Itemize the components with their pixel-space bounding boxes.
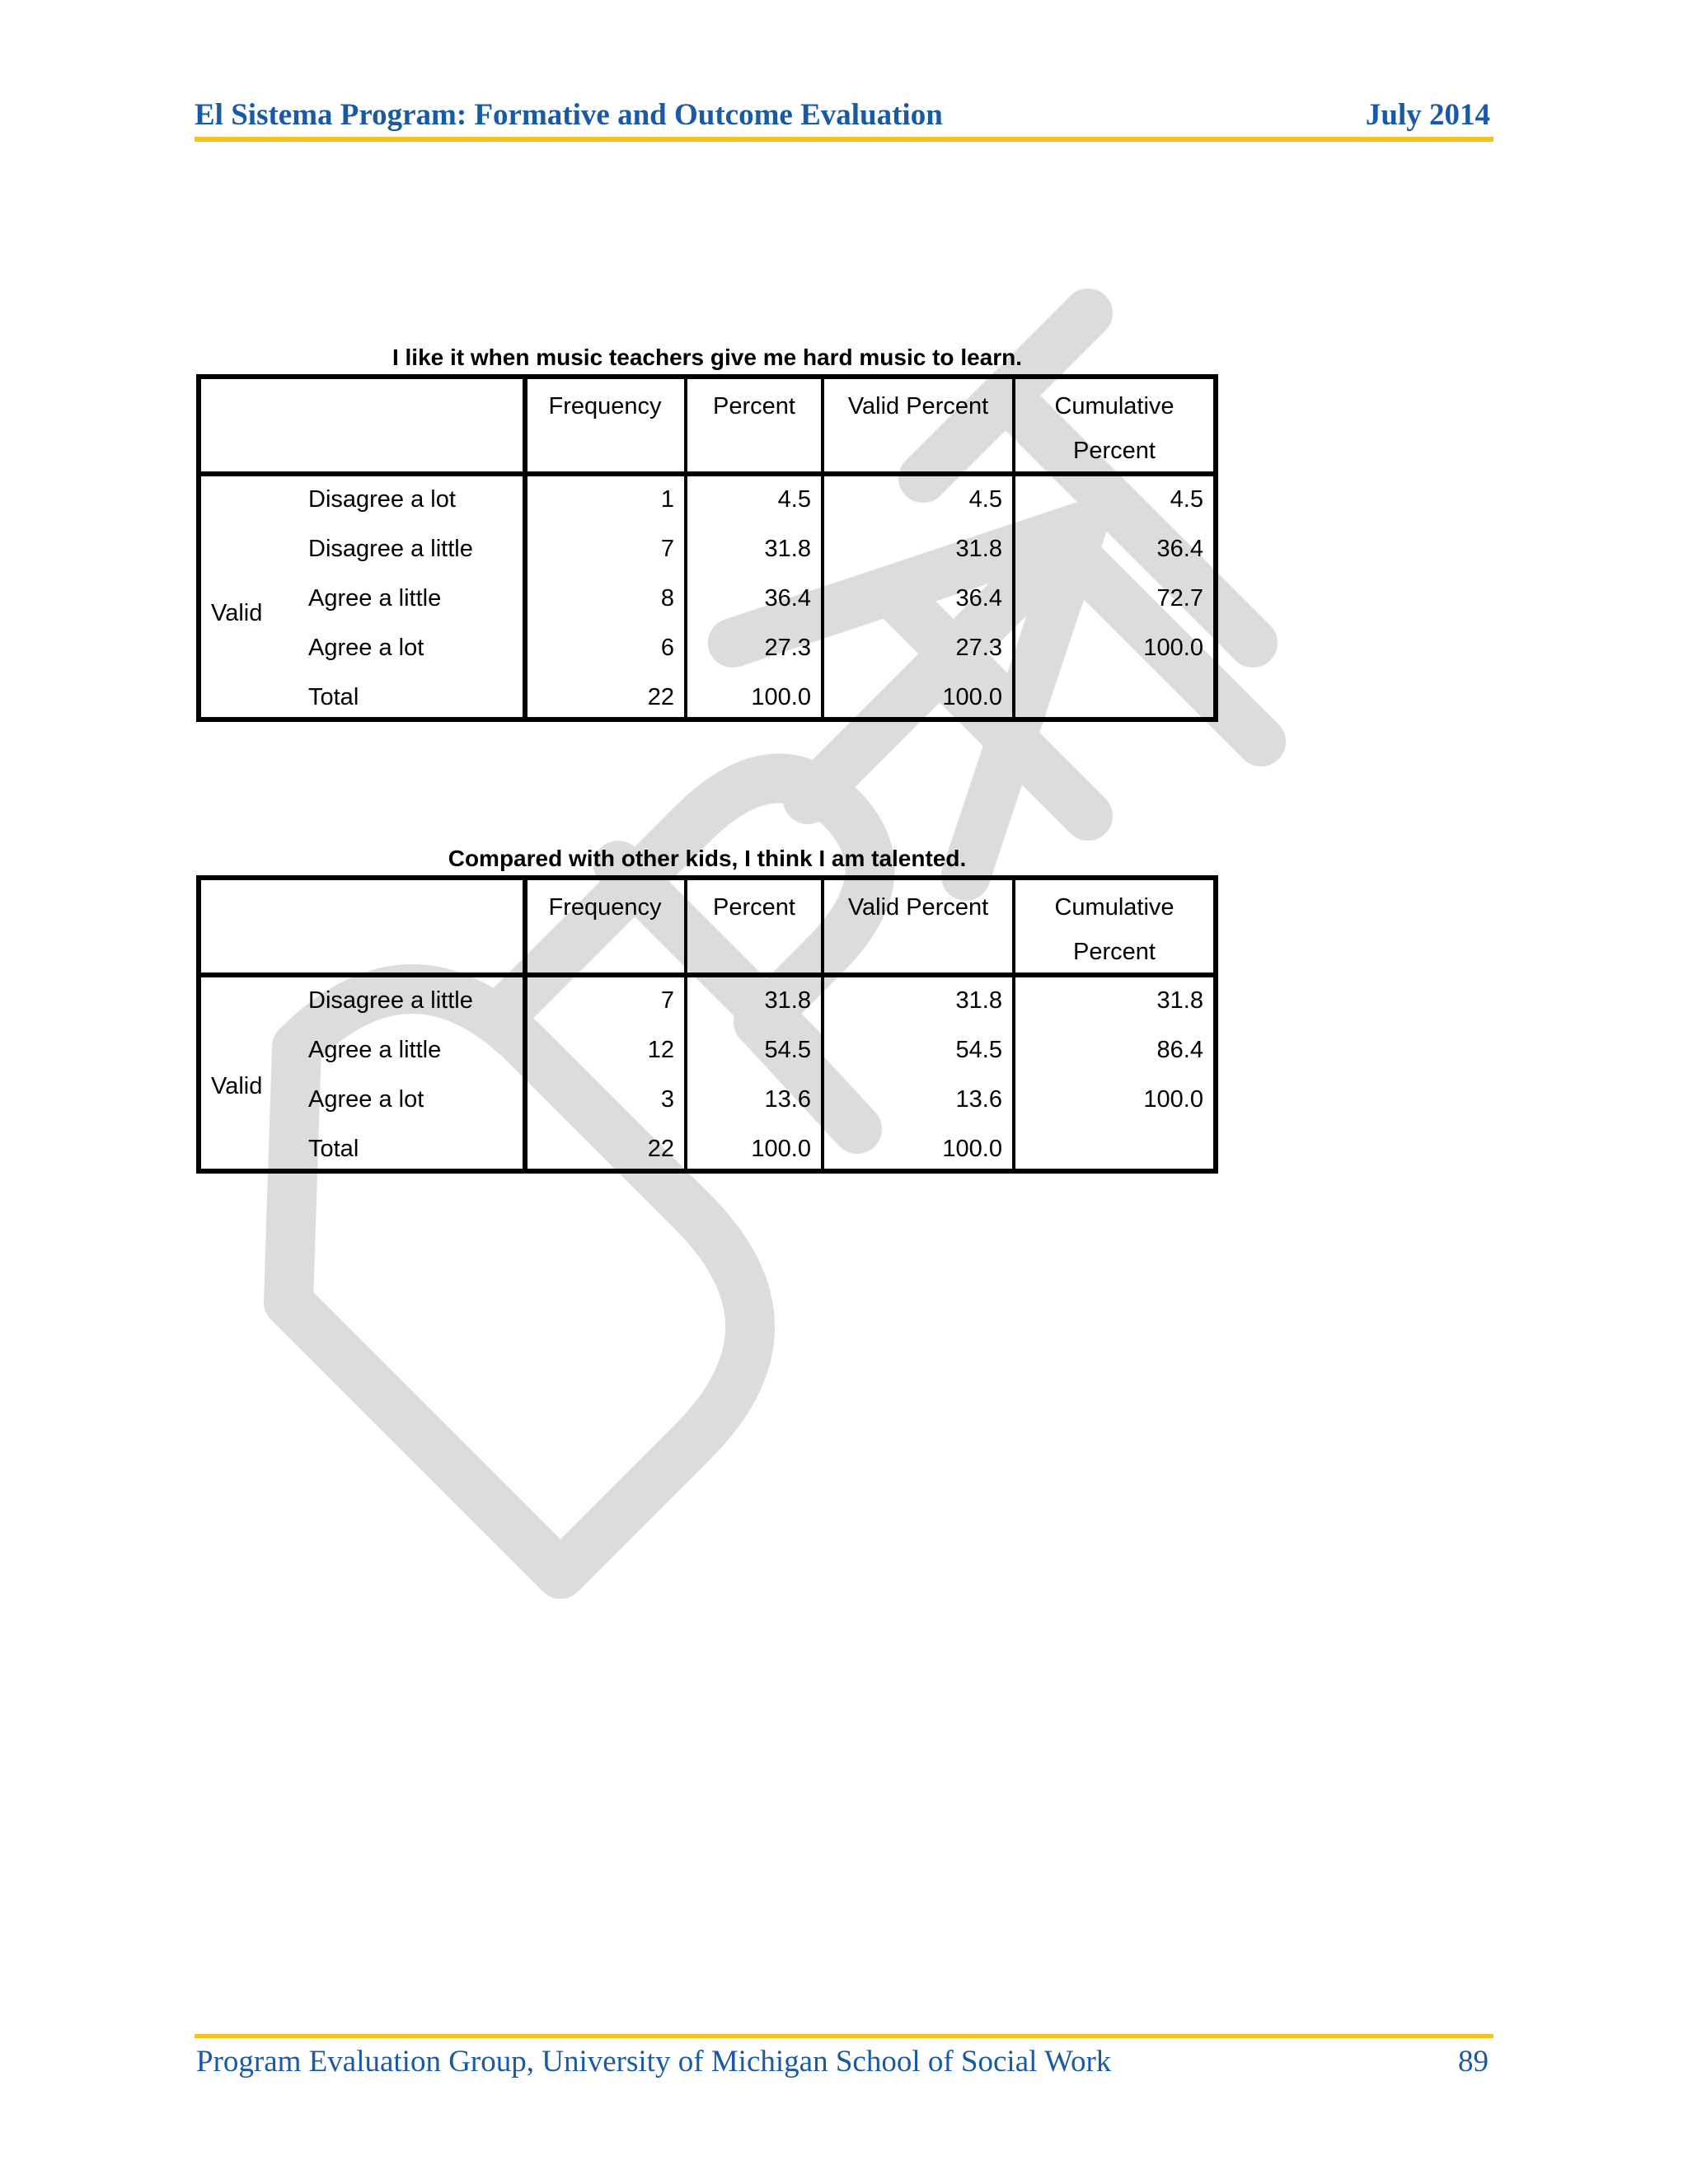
cell-frequency: 22 [647,684,674,710]
cell-percent: 100.0 [751,1136,811,1162]
page-number: 89 [1458,2045,1489,2079]
column-header: Cumulative Percent [1054,393,1175,464]
cell-valid-percent: 27.3 [955,635,1002,661]
cell-valid-percent: 13.6 [955,1086,1002,1113]
cell-cumulative-percent: 72.7 [1156,585,1203,612]
column-header: Frequency [548,393,662,419]
cell-cumulative-percent: 31.8 [1156,987,1203,1014]
page-footer [196,2044,1489,2079]
cell-frequency: 12 [647,1037,674,1063]
table-title: Compared with other kids, I think I am talented. [448,846,967,871]
row-label: Disagree a little [308,987,473,1014]
cell-cumulative-percent: 100.0 [1143,635,1203,661]
row-label: Total [308,684,359,710]
cell-percent: 54.5 [764,1037,811,1063]
cell-percent: 36.4 [764,585,811,612]
footer-rule [195,2034,1493,2038]
header-title: El Sistema Program: Formative and Outcome Evaluation [195,98,943,132]
cell-percent: 31.8 [764,536,811,562]
column-header: Cumulative Percent [1054,894,1175,965]
cell-valid-percent: 31.8 [955,987,1002,1014]
group-label: Valid [211,600,263,626]
cell-valid-percent: 4.5 [968,486,1002,513]
cell-valid-percent: 54.5 [955,1037,1002,1063]
cell-cumulative-percent: 4.5 [1170,486,1203,513]
cell-valid-percent: 36.4 [955,585,1002,612]
column-header: Percent [713,894,795,921]
header-rule [195,137,1493,142]
page-header [195,97,1490,133]
column-header: Valid Percent [847,894,989,921]
table-title: I like it when music teachers give me hard music to learn. [392,344,1023,370]
column-header: Frequency [548,894,662,921]
cell-frequency: 7 [660,987,674,1014]
cell-frequency: 3 [660,1086,674,1113]
table-grid [196,374,1218,722]
cell-frequency: 1 [660,486,674,513]
group-label: Valid [211,1073,263,1099]
row-label: Agree a lot [308,635,424,661]
cell-frequency: 7 [660,536,674,562]
cell-percent: 27.3 [764,635,811,661]
cell-valid-percent: 100.0 [942,1136,1002,1162]
cell-frequency: 6 [660,635,674,661]
header-date: July 2014 [1365,98,1490,132]
row-label: Agree a lot [308,1086,424,1113]
cell-percent: 100.0 [751,684,811,710]
cell-frequency: 8 [660,585,674,612]
cell-valid-percent: 100.0 [942,684,1002,710]
column-header: Percent [713,393,795,419]
cell-cumulative-percent: 86.4 [1156,1037,1203,1063]
cell-cumulative-percent: 100.0 [1143,1086,1203,1113]
cell-cumulative-percent: 36.4 [1156,536,1203,562]
footer-text: Program Evaluation Group, University of Michigan School of Social Work [196,2045,1112,2079]
cell-percent: 13.6 [764,1086,811,1113]
table-grid [196,875,1218,1174]
row-label: Disagree a lot [308,486,456,513]
cell-percent: 4.5 [777,486,811,513]
row-label: Agree a little [308,585,442,612]
row-label: Total [308,1136,359,1162]
cell-frequency: 22 [647,1136,674,1162]
cell-percent: 31.8 [764,987,811,1014]
column-header: Valid Percent [847,393,989,419]
row-label: Agree a little [308,1037,442,1063]
cell-valid-percent: 31.8 [955,536,1002,562]
row-label: Disagree a little [308,536,473,562]
